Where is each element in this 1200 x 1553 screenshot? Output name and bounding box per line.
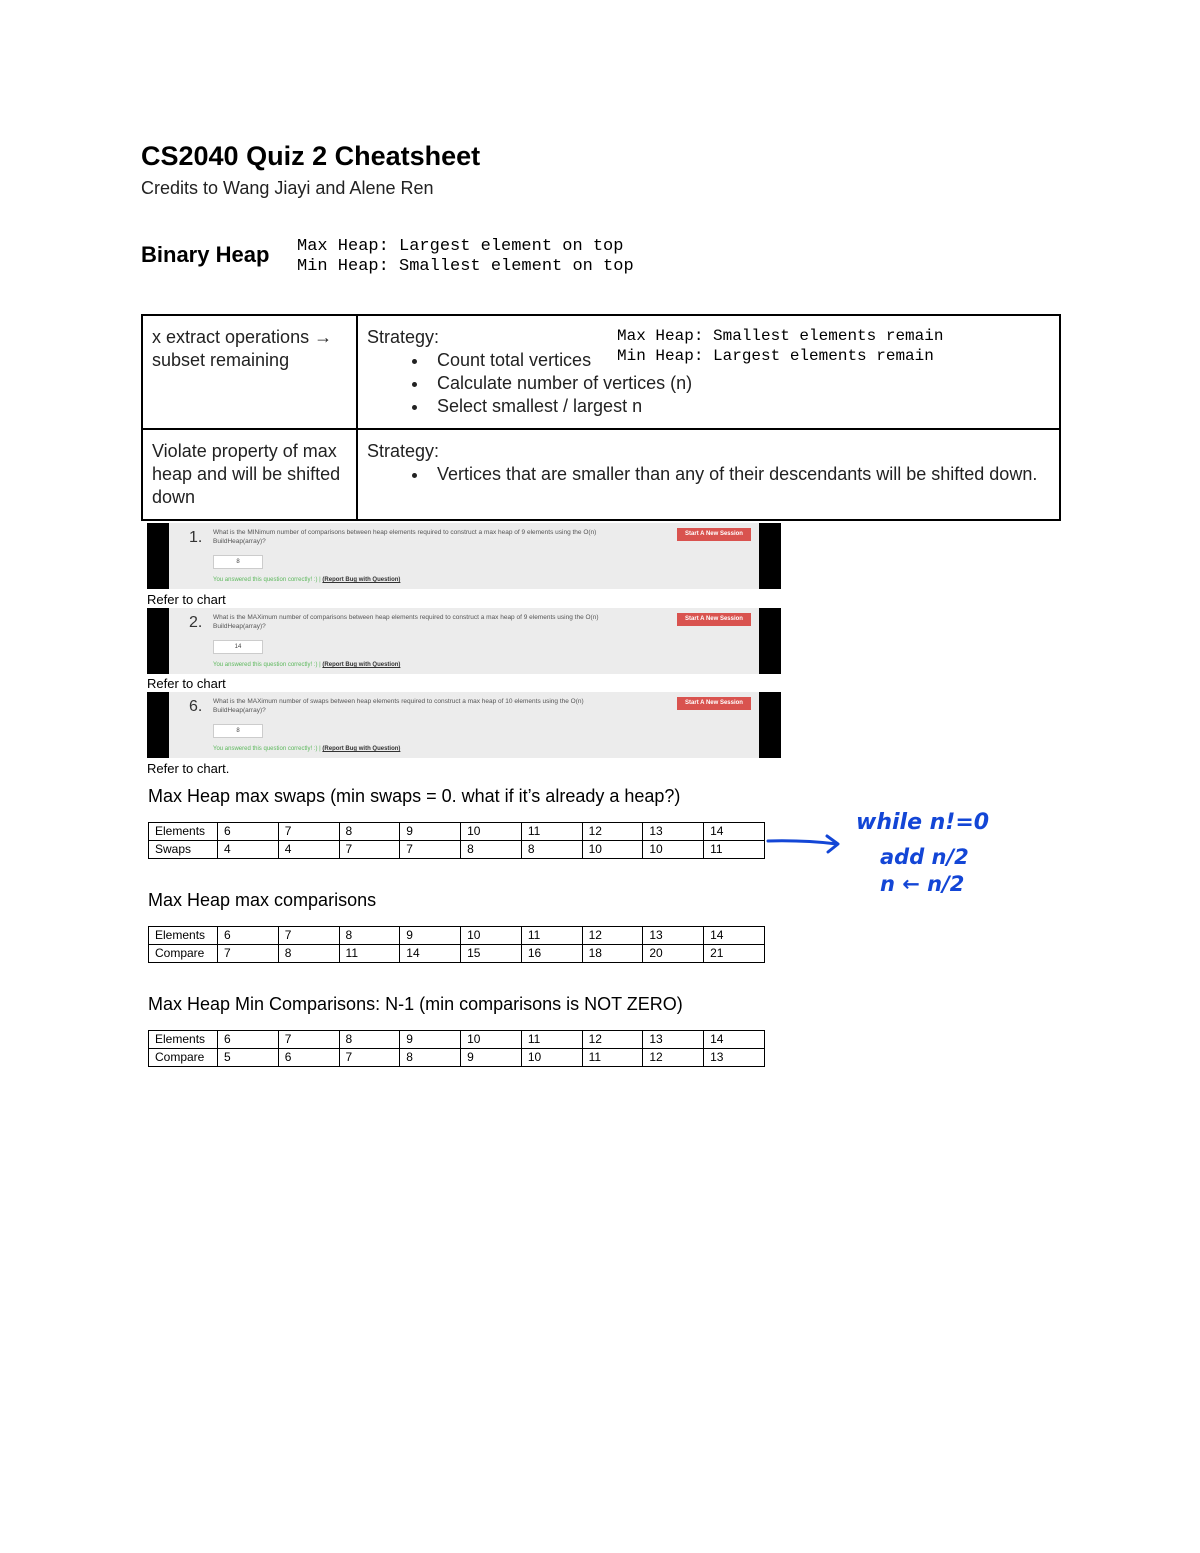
table-cell: 13: [643, 823, 704, 841]
screenshot-border: [759, 523, 781, 589]
table-cell: 16: [521, 945, 582, 963]
table-cell: Compare: [149, 945, 218, 963]
table-cell: 8: [339, 823, 400, 841]
question-text: What is the MAXimum number of swaps between heap elements required to construct a max heap of 10 elements using the O(n) BuildHeap(array)?: [213, 698, 584, 714]
table-cell: 4: [278, 841, 339, 859]
strategy-topic-cell: Violate property of max heap and will be shifted down: [142, 429, 357, 520]
table-row: [149, 945, 765, 963]
table-cell: 6: [278, 1049, 339, 1067]
refer-note: Refer to chart.: [147, 761, 230, 776]
question-text: What is the MAXimum number of comparisons between heap elements required to construct a max heap of 9 elements using the O(n) BuildHeap(array)?: [213, 614, 599, 630]
screenshot-border: [147, 608, 169, 674]
table-cell: 11: [521, 823, 582, 841]
table-cell: 12: [643, 1049, 704, 1067]
screenshot-border: [147, 692, 169, 758]
table-cell: 6: [218, 1031, 279, 1049]
start-session-button: Start A New Session: [677, 613, 751, 626]
table-cell: 14: [704, 823, 765, 841]
table-cell: 12: [582, 1031, 643, 1049]
strategy-bullet: • Calculate number of vertices (n): [429, 372, 1051, 395]
table-cell: 11: [339, 945, 400, 963]
handwritten-note: while n!=0: [856, 810, 990, 835]
table-cell: 10: [461, 823, 522, 841]
table-cell: Swaps: [149, 841, 218, 859]
question-number: 1.: [189, 529, 203, 546]
table-cell: Elements: [149, 823, 218, 841]
table-cell: 9: [400, 927, 461, 945]
table-cell: 8: [461, 841, 522, 859]
answer-field: 8: [213, 724, 263, 738]
table-cell: 9: [400, 823, 461, 841]
start-session-button: Start A New Session: [677, 528, 751, 541]
screenshot-border: [759, 608, 781, 674]
strategy-row: [142, 315, 1060, 429]
table-cell: Elements: [149, 1031, 218, 1049]
max-heap-remain-note: Max Heap: Smallest elements remain: [617, 327, 944, 345]
strategy-row: [142, 429, 1060, 520]
max-heap-definition: Max Heap: Largest element on top: [297, 237, 624, 256]
table-cell: 10: [582, 841, 643, 859]
table-cell: 13: [704, 1049, 765, 1067]
correct-feedback: You answered this question correctly! :): [213, 746, 318, 752]
correct-feedback: You answered this question correctly! :): [213, 577, 318, 583]
refer-note: Refer to chart: [147, 676, 226, 691]
strategy-bullet: • Count total vertices: [429, 349, 1051, 372]
table-cell: 7: [278, 823, 339, 841]
min-heap-remain-note: Min Heap: Largest elements remain: [617, 347, 934, 365]
handwritten-note: n ← n/2: [880, 872, 965, 896]
table-cell: Elements: [149, 927, 218, 945]
strategy-label: Strategy:: [367, 441, 440, 461]
strategy-table: [141, 314, 1061, 521]
max-swaps-title: Max Heap max swaps (min swaps = 0. what if it’s already a heap?): [148, 786, 681, 806]
table-cell: 8: [400, 1049, 461, 1067]
table-cell: 7: [339, 1049, 400, 1067]
quiz-screenshot: [147, 523, 781, 589]
question-text: What is the MINimum number of comparisons between heap elements required to construct a max heap of 9 elements using the O(n) BuildHeap(array)?: [213, 529, 597, 545]
table-cell: 20: [643, 945, 704, 963]
table-cell: 8: [278, 945, 339, 963]
table-cell: 11: [521, 927, 582, 945]
handwritten-note: add n/2: [880, 845, 969, 869]
page-title: CS2040 Quiz 2 Cheatsheet: [141, 141, 481, 171]
table-cell: 11: [582, 1049, 643, 1067]
strategy-bullet-list: [367, 463, 1051, 486]
table-row: [149, 1031, 765, 1049]
table-cell: 9: [461, 1049, 522, 1067]
table-row: [149, 1049, 765, 1067]
credits-line: Credits to Wang Jiayi and Alene Ren: [141, 178, 434, 198]
table-cell: 10: [643, 841, 704, 859]
max-swaps-table: [148, 822, 765, 859]
table-cell: 13: [643, 927, 704, 945]
quiz-screenshot: [147, 608, 781, 674]
strategy-detail-cell: [357, 429, 1060, 520]
table-cell: 14: [400, 945, 461, 963]
table-row: [149, 841, 765, 859]
table-cell: 14: [704, 927, 765, 945]
table-cell: 10: [521, 1049, 582, 1067]
max-comparisons-table: [148, 926, 765, 963]
table-cell: Compare: [149, 1049, 218, 1067]
feedback-line: You answered this question correctly! :) | (Report Bug with Question): [213, 746, 401, 752]
table-cell: 6: [218, 823, 279, 841]
question-number: 2.: [189, 614, 203, 631]
quiz-screenshot: [147, 692, 781, 758]
max-comparisons-title: Max Heap max comparisons: [148, 890, 377, 910]
table-cell: 5: [218, 1049, 279, 1067]
screenshot-border: [147, 523, 169, 589]
min-heap-definition: Min Heap: Smallest element on top: [297, 257, 634, 276]
table-cell: 7: [339, 841, 400, 859]
min-comparisons-title: Max Heap Min Comparisons: N-1 (min comparisons is NOT ZERO): [148, 994, 683, 1014]
table-cell: 12: [582, 823, 643, 841]
table-cell: 13: [643, 1031, 704, 1049]
table-cell: 11: [521, 1031, 582, 1049]
table-cell: 7: [278, 927, 339, 945]
table-cell: 12: [582, 927, 643, 945]
start-session-button: Start A New Session: [677, 697, 751, 710]
table-cell: 4: [218, 841, 279, 859]
table-row: [149, 823, 765, 841]
table-cell: 8: [339, 927, 400, 945]
table-cell: 8: [521, 841, 582, 859]
correct-feedback: You answered this question correctly! :): [213, 662, 318, 668]
question-number: 6.: [189, 698, 203, 715]
strategy-topic-cell: x extract operations → subset remaining: [142, 315, 357, 429]
binary-heap-heading: Binary Heap: [141, 242, 270, 267]
report-bug-link: (Report Bug with Question): [322, 746, 401, 752]
table-cell: 11: [704, 841, 765, 859]
table-cell: 10: [461, 1031, 522, 1049]
answer-field: 14: [213, 640, 263, 654]
strategy-detail-cell: [357, 315, 1060, 429]
table-cell: 14: [704, 1031, 765, 1049]
strategy-bullet: • Select smallest / largest n: [429, 395, 1051, 418]
table-cell: 10: [461, 927, 522, 945]
refer-note: Refer to chart: [147, 592, 226, 607]
strategy-label: Strategy:: [367, 327, 440, 347]
table-cell: 7: [278, 1031, 339, 1049]
handwritten-arrow-icon: [765, 830, 845, 860]
table-row: [149, 927, 765, 945]
feedback-line: You answered this question correctly! :) | (Report Bug with Question): [213, 577, 401, 583]
heap-remain-notes: [617, 326, 943, 366]
report-bug-link: (Report Bug with Question): [322, 577, 401, 583]
table-cell: 18: [582, 945, 643, 963]
table-cell: 15: [461, 945, 522, 963]
report-bug-link: (Report Bug with Question): [322, 662, 401, 668]
strategy-bullet: • Vertices that are smaller than any of their descendants will be shifted down.: [429, 463, 1051, 486]
table-cell: 7: [400, 841, 461, 859]
answer-field: 8: [213, 555, 263, 569]
table-cell: 8: [339, 1031, 400, 1049]
table-cell: 21: [704, 945, 765, 963]
screenshot-border: [759, 692, 781, 758]
min-comparisons-table: [148, 1030, 765, 1067]
table-cell: 7: [218, 945, 279, 963]
feedback-line: You answered this question correctly! :) | (Report Bug with Question): [213, 662, 401, 668]
table-cell: 9: [400, 1031, 461, 1049]
table-cell: 6: [218, 927, 279, 945]
